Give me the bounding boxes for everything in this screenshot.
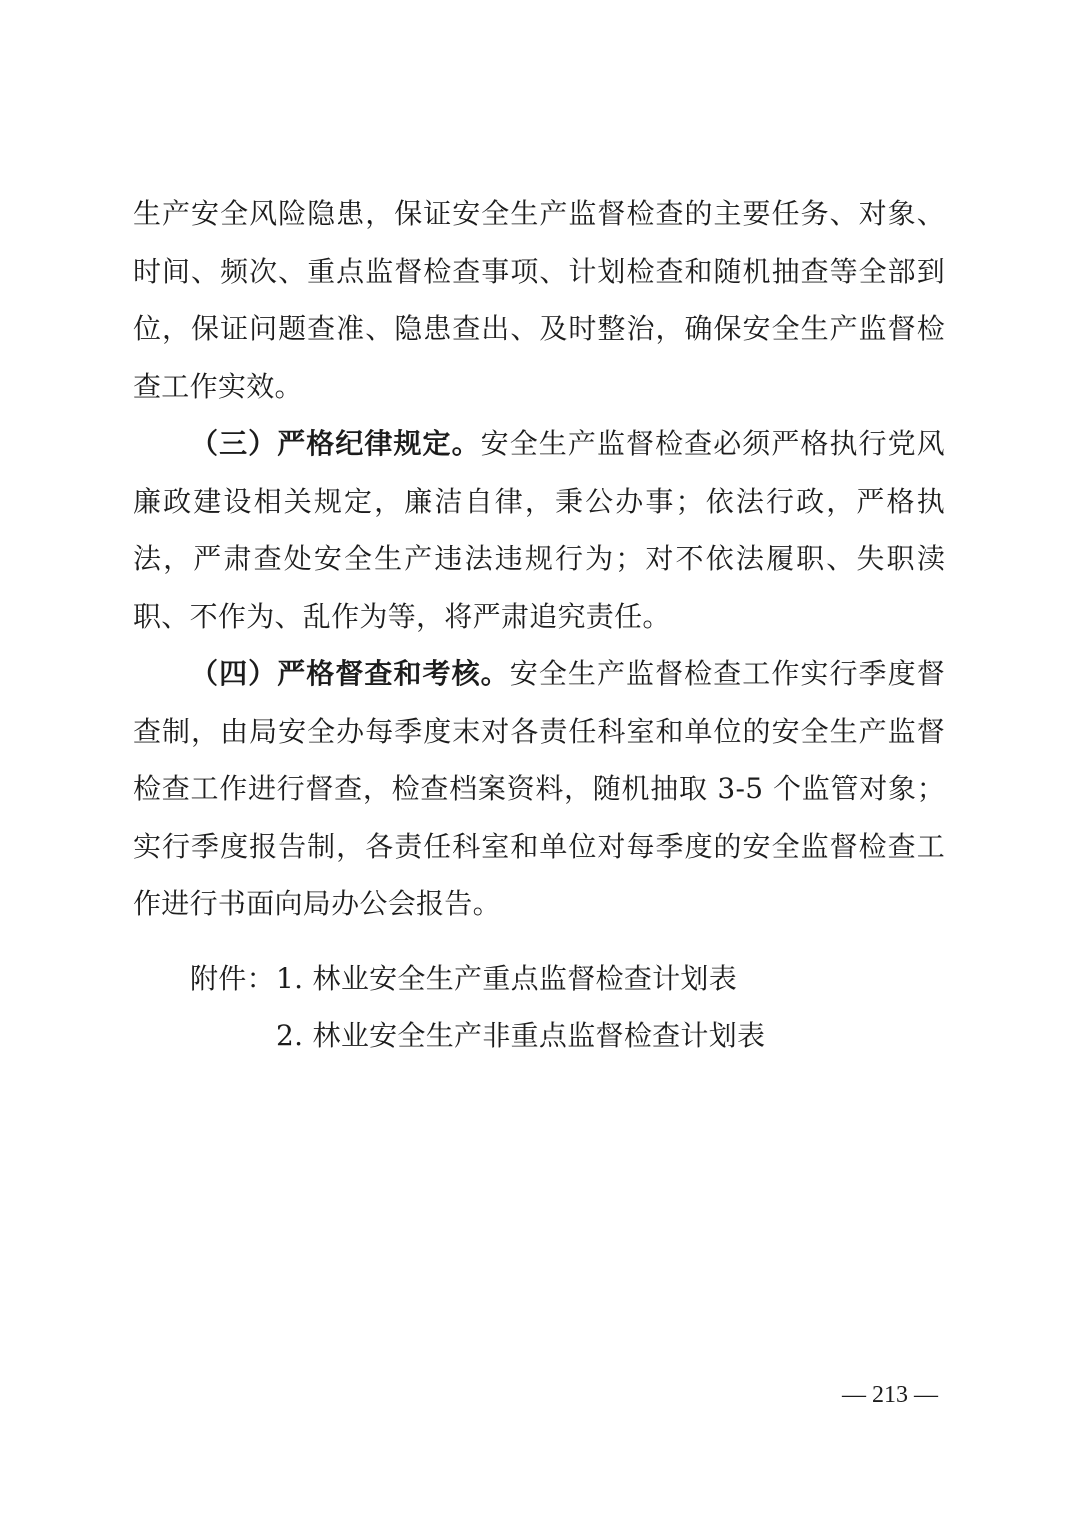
paragraph-discipline bbox=[133, 415, 945, 645]
attachment-item bbox=[190, 1007, 765, 1064]
section-heading: （三）严格纪律规定。 bbox=[190, 427, 481, 460]
body-text bbox=[133, 185, 945, 933]
attachments-list bbox=[190, 950, 765, 1064]
attachment-item bbox=[190, 950, 765, 1007]
paragraph-continuation bbox=[133, 185, 945, 415]
paragraph-supervision bbox=[133, 645, 945, 933]
section-heading: （四）严格督查和考核。 bbox=[190, 657, 510, 690]
attachment-title: 2. 林业安全生产非重点监督检查计划表 bbox=[276, 1019, 766, 1052]
paragraph-text: 生产安全风险隐患，保证安全生产监督检查的主要任务、对象、时间、频次、重点监督检查事项、计划检查和随机抽查等全部到位，保证问题查准、隐患查出、及时整治，确保安全生产监督检查工作实效。 bbox=[133, 197, 945, 403]
paragraph-text: 安全生产监督检查必须严格执行党风廉政建设相关规定，廉洁自律，秉公办事；依法行政，严格执法，严肃查处安全生产违法违规行为；对不依法履职、失职渎职、不作为、乱作为等，将严肃追究责任。 bbox=[133, 427, 945, 633]
attachments-label: 附件： bbox=[190, 962, 275, 995]
attachment-title: 1. 林业安全生产重点监督检查计划表 bbox=[276, 962, 738, 995]
page-number: — 213 — bbox=[842, 1382, 938, 1408]
paragraph-text: 安全生产监督检查工作实行季度督查制，由局安全办每季度末对各责任科室和单位的安全生产监督检查工作进行督查，检查档案资料，随机抽取 3-5 个监管对象；实行季度报告制，各责任科室和单位对每季度的安全监督检查工作进行书面向局办公会报告。 bbox=[133, 657, 945, 920]
